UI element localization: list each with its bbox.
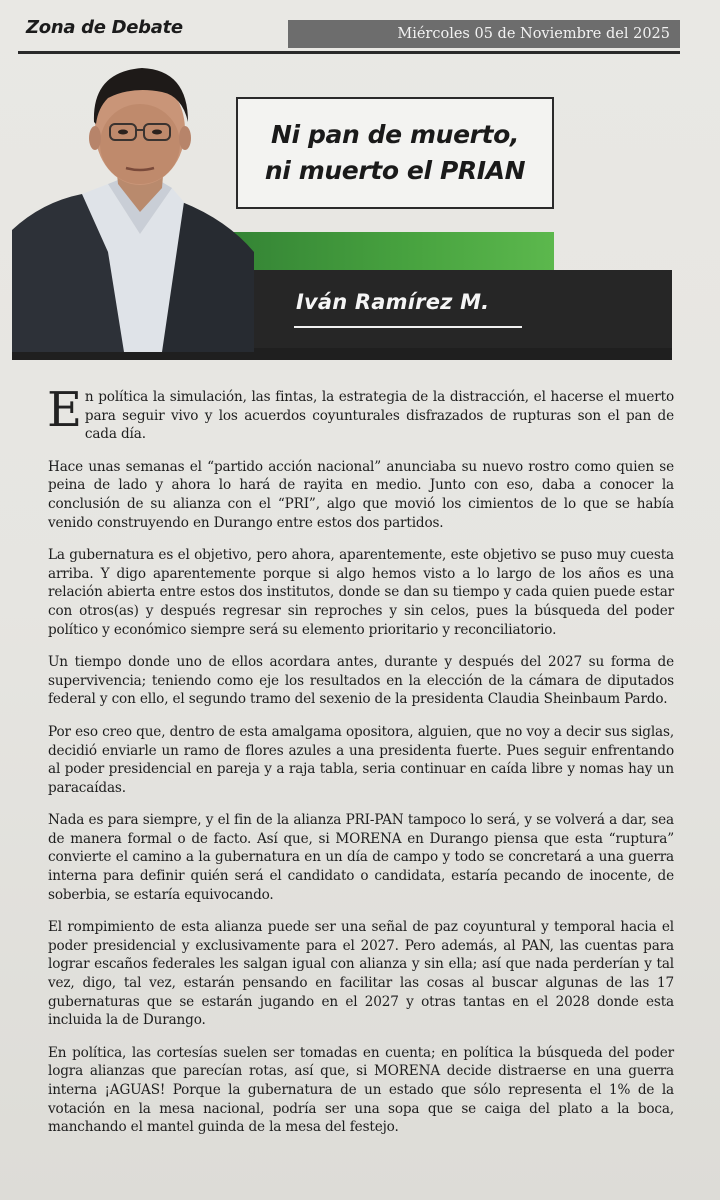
article-paragraph-6: Nada es para siempre, y el fin de la alianza PRI-PAN tampoco lo será, y se volverá a dar, sea de manera formal o de facto. Así que, si MORENA en Durango piensa que esta “ruptura” convierte el camino a la gubernatura en un día de campo y todo se concretará a una guerra interna para definir quién será el candidato o candidata, estaría pecando de inocente, de soberbia, se estaría equivocando.	[48, 812, 674, 903]
author-underline	[294, 326, 522, 328]
page-header	[18, 14, 683, 48]
headline-line-2: ni muerto el PRIAN	[264, 156, 526, 185]
section-name: Zona de Debate	[26, 17, 183, 38]
author-photo	[12, 52, 254, 352]
article-body	[47, 382, 674, 1151]
article-paragraph-3: La gubernatura es el objetivo, pero ahora, aparentemente, este objetivo se puso muy cuesta arriba. Y digo aparentemente porque si algo hemos visto a lo largo de los años es una relación abierta entre estos dos institutos, donde se dan su tiempo y cada quien puede estar con otros(as) y después regresar sin reproches y sin celos, pues la búsqueda del poder político y económico siempre será su elemento prioritario y reconciliatorio.	[48, 547, 674, 638]
headline-box	[236, 97, 554, 209]
article-paragraph-4: Un tiempo donde uno de ellos acordara antes, durante y después del 2027 su forma de supervivencia; teniendo como eje los resultados en la elección de la cámara de diputados federal y con ello, el segundo tramo del sexenio de la presidenta Claudia Sheinbaum Pardo.	[48, 654, 674, 708]
date-bar	[288, 20, 680, 48]
author-name: Iván Ramírez M.	[296, 290, 490, 314]
article-paragraph-1	[47, 382, 674, 444]
article-paragraph-8: En política, las cortesías suelen ser tomadas en cuenta; en política la búsqueda del poder logra alianzas que parecían rotas, así que, si MORENA decide distraerse en una guerra interna ¡AGUAS! Porque la gubernatura de un estado que sólo representa el 1% de la votación en la mesa nacional, podría ser una sopa que se caiga del plato a la boca, manchando el mantel guinda de la mesa del festejo.	[48, 1044, 674, 1136]
drop-cap: E	[47, 382, 82, 438]
article-paragraph-7: El rompimiento de esta alianza puede ser una señal de paz coyuntural y temporal hacia el poder presidencial y exclusivamente para el 2027. Pero además, al PAN, las cuentas para lograr escaños federales les salgan igual con alianza y sin ella; así que nada perderían y tal vez, digo, tal vez, estarán pensando en facilitar las cosas al buscar algunas de las 17 gubernaturas que se estarán jugando en el 2027 y otras tantas en el 2028 donde esta incluida la de Durango.	[48, 919, 674, 1029]
article-paragraph-2: Hace unas semanas el “partido acción nacional” anunciaba su nuevo rostro como quien se peina de lado y ahora lo hará de rayita en medio. Junto con eso, daba a conocer la conclusión de su alianza con el “PRI”, algo que movió los cimientos de lo que se había venido construyendo en Durango entre estos dos partidos.	[48, 458, 674, 531]
paragraph-1-text: n política la simulación, las fintas, la estrategia de la distracción, el hacerse el muerto para seguir vivo y los acuerdos coyunturales disfrazados de rupturas son el pan de cada día.	[84, 389, 674, 443]
column-banner	[12, 52, 672, 362]
publication-date: Miércoles 05 de Noviembre del 2025	[397, 26, 670, 42]
article-paragraph-5: Por eso creo que, dentro de esta amalgama opositora, alguien, que no voy a decir sus siglas, decidió enviarle un ramo de flores azules a una presidenta fuerte. Pues seguir enfrentando al poder presidencial en pareja y a raja tabla, seria continuar en caída libre y nomas hay un paracaídas.	[48, 723, 674, 796]
headline-line-1: Ni pan de muerto,	[271, 120, 519, 149]
